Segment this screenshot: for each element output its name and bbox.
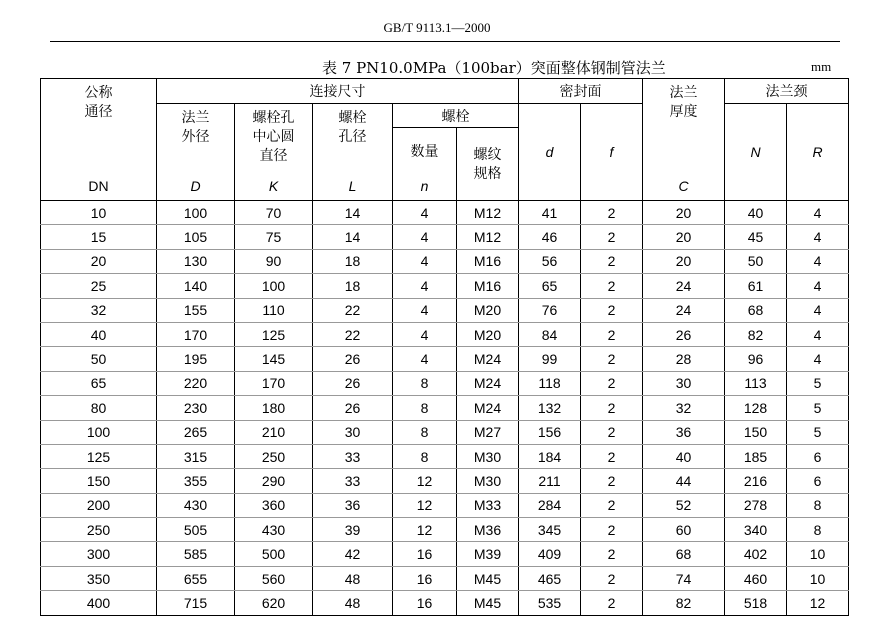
header-K: [235, 104, 313, 201]
table-title: 表 7 PN10.0MPa（100bar）突面整体钢制管法兰: [322, 59, 666, 77]
header-N-symbol: N: [750, 144, 761, 160]
cell-N: 113: [725, 371, 787, 395]
table-row: [41, 518, 849, 542]
header-dn-line-1: 公称: [84, 84, 113, 100]
cell-dn: 400: [41, 591, 157, 615]
cell-f: 2: [581, 518, 643, 542]
cell-D: 100: [157, 201, 235, 225]
header-thread: [457, 128, 519, 201]
cell-thread: M24: [457, 396, 519, 420]
cell-K: 90: [235, 249, 313, 273]
header-n-line-1: 数量: [410, 143, 439, 159]
cell-n: 12: [393, 469, 457, 493]
cell-C: 20: [643, 225, 725, 249]
cell-K: 430: [235, 518, 313, 542]
header-bolt: 螺栓: [393, 104, 519, 128]
table-row: [41, 322, 849, 346]
cell-thread: M30: [457, 444, 519, 468]
cell-K: 620: [235, 591, 313, 615]
cell-n: 4: [393, 298, 457, 322]
cell-C: 36: [643, 420, 725, 444]
cell-R: 4: [787, 274, 849, 298]
table-row: [41, 274, 849, 298]
cell-d: 56: [519, 249, 581, 273]
cell-L: 26: [313, 371, 393, 395]
cell-K: 110: [235, 298, 313, 322]
cell-C: 44: [643, 469, 725, 493]
cell-f: 2: [581, 493, 643, 517]
cell-D: 105: [157, 225, 235, 249]
cell-C: 74: [643, 566, 725, 590]
header-dn-symbol: DN: [88, 178, 109, 194]
table-row: [41, 371, 849, 395]
cell-L: 22: [313, 322, 393, 346]
cell-n: 16: [393, 566, 457, 590]
cell-D: 505: [157, 518, 235, 542]
table-row: [41, 225, 849, 249]
cell-thread: M16: [457, 274, 519, 298]
cell-L: 14: [313, 201, 393, 225]
cell-f: 2: [581, 225, 643, 249]
cell-dn: 32: [41, 298, 157, 322]
cell-D: 655: [157, 566, 235, 590]
cell-R: 4: [787, 201, 849, 225]
header-thickness: [643, 79, 725, 201]
cell-thread: M20: [457, 322, 519, 346]
header-D-line-2: 外径: [181, 128, 210, 144]
cell-n: 8: [393, 396, 457, 420]
cell-dn: 125: [41, 444, 157, 468]
cell-n: 16: [393, 542, 457, 566]
cell-R: 10: [787, 566, 849, 590]
cell-d: 465: [519, 566, 581, 590]
cell-K: 100: [235, 274, 313, 298]
cell-N: 61: [725, 274, 787, 298]
cell-K: 145: [235, 347, 313, 371]
cell-d: 184: [519, 444, 581, 468]
cell-C: 60: [643, 518, 725, 542]
header-D-line-1: 法兰: [181, 109, 210, 125]
cell-f: 2: [581, 298, 643, 322]
cell-dn: 200: [41, 493, 157, 517]
cell-d: 132: [519, 396, 581, 420]
cell-f: 2: [581, 566, 643, 590]
cell-d: 211: [519, 469, 581, 493]
cell-f: 2: [581, 322, 643, 346]
cell-R: 10: [787, 542, 849, 566]
header-d-symbol: d: [545, 144, 554, 160]
cell-N: 150: [725, 420, 787, 444]
cell-L: 18: [313, 249, 393, 273]
cell-R: 6: [787, 469, 849, 493]
header-f: [581, 104, 643, 201]
cell-L: 18: [313, 274, 393, 298]
cell-d: 156: [519, 420, 581, 444]
cell-D: 355: [157, 469, 235, 493]
cell-dn: 20: [41, 249, 157, 273]
cell-K: 290: [235, 469, 313, 493]
cell-C: 30: [643, 371, 725, 395]
cell-d: 99: [519, 347, 581, 371]
cell-dn: 25: [41, 274, 157, 298]
cell-thread: M39: [457, 542, 519, 566]
cell-f: 2: [581, 371, 643, 395]
cell-C: 52: [643, 493, 725, 517]
header-thread-line-2: 规格: [473, 165, 502, 181]
cell-R: 4: [787, 322, 849, 346]
header-L-line-1: 螺栓: [338, 109, 367, 125]
header-D: [157, 104, 235, 201]
cell-N: 82: [725, 322, 787, 346]
cell-dn: 80: [41, 396, 157, 420]
cell-K: 75: [235, 225, 313, 249]
cell-K: 70: [235, 201, 313, 225]
header-R-symbol: R: [812, 144, 823, 160]
cell-K: 125: [235, 322, 313, 346]
cell-thread: M36: [457, 518, 519, 542]
cell-n: 16: [393, 591, 457, 615]
cell-L: 22: [313, 298, 393, 322]
cell-N: 50: [725, 249, 787, 273]
cell-d: 345: [519, 518, 581, 542]
cell-C: 26: [643, 322, 725, 346]
cell-n: 8: [393, 371, 457, 395]
header-R: [787, 104, 849, 201]
cell-thread: M24: [457, 371, 519, 395]
table-row: [41, 444, 849, 468]
cell-R: 4: [787, 347, 849, 371]
cell-dn: 250: [41, 518, 157, 542]
cell-n: 8: [393, 444, 457, 468]
cell-n: 4: [393, 201, 457, 225]
cell-R: 6: [787, 444, 849, 468]
cell-n: 4: [393, 225, 457, 249]
cell-f: 2: [581, 542, 643, 566]
cell-f: 2: [581, 249, 643, 273]
cell-N: 216: [725, 469, 787, 493]
header-sealing: 密封面: [519, 79, 643, 104]
cell-thread: M45: [457, 591, 519, 615]
cell-L: 33: [313, 469, 393, 493]
cell-N: 185: [725, 444, 787, 468]
cell-thread: M12: [457, 201, 519, 225]
header-n-symbol: n: [420, 178, 429, 194]
cell-dn: 10: [41, 201, 157, 225]
table-row: [41, 542, 849, 566]
cell-D: 585: [157, 542, 235, 566]
cell-R: 4: [787, 249, 849, 273]
header-n: [393, 128, 457, 201]
cell-K: 500: [235, 542, 313, 566]
cell-dn: 150: [41, 469, 157, 493]
header-thickness-line-1: 法兰: [669, 84, 698, 100]
cell-D: 265: [157, 420, 235, 444]
cell-R: 5: [787, 371, 849, 395]
header-d: [519, 104, 581, 201]
table-row: [41, 469, 849, 493]
table-row: [41, 566, 849, 590]
cell-f: 2: [581, 201, 643, 225]
header-K-line-3: 直径: [259, 147, 288, 163]
cell-C: 20: [643, 249, 725, 273]
cell-L: 14: [313, 225, 393, 249]
cell-d: 65: [519, 274, 581, 298]
header-dn: [41, 79, 157, 201]
cell-d: 46: [519, 225, 581, 249]
table-row: [41, 347, 849, 371]
table-row: [41, 493, 849, 517]
header-D-symbol: D: [190, 178, 201, 194]
cell-N: 460: [725, 566, 787, 590]
cell-n: 12: [393, 493, 457, 517]
cell-thread: M33: [457, 493, 519, 517]
header-f-symbol: f: [609, 144, 614, 160]
cell-D: 715: [157, 591, 235, 615]
cell-thread: M20: [457, 298, 519, 322]
table-row: [41, 249, 849, 273]
cell-thread: M45: [457, 566, 519, 590]
header-thickness-symbol: C: [678, 178, 689, 194]
cell-C: 40: [643, 444, 725, 468]
table-row: [41, 591, 849, 615]
cell-R: 12: [787, 591, 849, 615]
cell-L: 42: [313, 542, 393, 566]
cell-C: 20: [643, 201, 725, 225]
cell-R: 4: [787, 225, 849, 249]
header-rule: [50, 41, 840, 42]
cell-K: 560: [235, 566, 313, 590]
table-body: [41, 201, 849, 616]
cell-K: 170: [235, 371, 313, 395]
cell-f: 2: [581, 347, 643, 371]
cell-f: 2: [581, 591, 643, 615]
cell-D: 430: [157, 493, 235, 517]
table-row: [41, 201, 849, 225]
cell-L: 48: [313, 591, 393, 615]
cell-L: 30: [313, 420, 393, 444]
cell-n: 4: [393, 249, 457, 273]
header-L: [313, 104, 393, 201]
cell-N: 340: [725, 518, 787, 542]
cell-dn: 300: [41, 542, 157, 566]
cell-D: 140: [157, 274, 235, 298]
cell-N: 402: [725, 542, 787, 566]
header-neck: 法兰颈: [725, 79, 849, 104]
cell-dn: 15: [41, 225, 157, 249]
cell-D: 315: [157, 444, 235, 468]
cell-dn: 350: [41, 566, 157, 590]
cell-L: 26: [313, 396, 393, 420]
cell-d: 76: [519, 298, 581, 322]
cell-L: 39: [313, 518, 393, 542]
cell-f: 2: [581, 274, 643, 298]
cell-f: 2: [581, 444, 643, 468]
cell-d: 284: [519, 493, 581, 517]
cell-n: 4: [393, 322, 457, 346]
cell-D: 220: [157, 371, 235, 395]
header-dn-line-2: 通径: [84, 103, 113, 119]
cell-dn: 40: [41, 322, 157, 346]
cell-thread: M12: [457, 225, 519, 249]
standard-number: GB/T 9113.1—2000: [383, 20, 491, 35]
cell-C: 24: [643, 298, 725, 322]
cell-N: 128: [725, 396, 787, 420]
cell-D: 195: [157, 347, 235, 371]
cell-thread: M16: [457, 249, 519, 273]
cell-d: 535: [519, 591, 581, 615]
header-L-line-2: 孔径: [338, 128, 367, 144]
header-K-line-2: 中心圆: [252, 128, 295, 144]
cell-d: 409: [519, 542, 581, 566]
cell-n: 12: [393, 518, 457, 542]
cell-R: 5: [787, 396, 849, 420]
cell-K: 360: [235, 493, 313, 517]
cell-C: 82: [643, 591, 725, 615]
cell-C: 28: [643, 347, 725, 371]
cell-N: 68: [725, 298, 787, 322]
table-row: [41, 396, 849, 420]
cell-K: 250: [235, 444, 313, 468]
cell-d: 84: [519, 322, 581, 346]
cell-d: 41: [519, 201, 581, 225]
cell-f: 2: [581, 469, 643, 493]
table-caption: [0, 57, 874, 75]
header-thread-line-1: 螺纹: [473, 146, 502, 162]
header-K-line-1: 螺栓孔: [252, 109, 295, 125]
table-row: [41, 298, 849, 322]
cell-n: 8: [393, 420, 457, 444]
cell-D: 130: [157, 249, 235, 273]
cell-d: 118: [519, 371, 581, 395]
cell-D: 155: [157, 298, 235, 322]
cell-L: 33: [313, 444, 393, 468]
header-N: [725, 104, 787, 201]
cell-dn: 50: [41, 347, 157, 371]
cell-D: 170: [157, 322, 235, 346]
cell-n: 4: [393, 347, 457, 371]
header-connection: 连接尺寸: [157, 79, 519, 104]
cell-thread: M24: [457, 347, 519, 371]
header-thickness-line-2: 厚度: [669, 103, 698, 119]
cell-R: 5: [787, 420, 849, 444]
cell-N: 96: [725, 347, 787, 371]
cell-thread: M27: [457, 420, 519, 444]
cell-N: 45: [725, 225, 787, 249]
header-K-symbol: K: [268, 178, 279, 194]
cell-C: 32: [643, 396, 725, 420]
cell-n: 4: [393, 274, 457, 298]
cell-f: 2: [581, 396, 643, 420]
cell-dn: 100: [41, 420, 157, 444]
table-row: [41, 420, 849, 444]
cell-L: 26: [313, 347, 393, 371]
cell-D: 230: [157, 396, 235, 420]
cell-K: 180: [235, 396, 313, 420]
cell-C: 24: [643, 274, 725, 298]
cell-R: 8: [787, 493, 849, 517]
flange-dimension-table: [40, 78, 849, 616]
cell-R: 8: [787, 518, 849, 542]
cell-N: 278: [725, 493, 787, 517]
cell-C: 68: [643, 542, 725, 566]
cell-K: 210: [235, 420, 313, 444]
header-L-symbol: L: [348, 178, 357, 194]
cell-L: 48: [313, 566, 393, 590]
cell-R: 4: [787, 298, 849, 322]
cell-L: 36: [313, 493, 393, 517]
cell-N: 40: [725, 201, 787, 225]
cell-f: 2: [581, 420, 643, 444]
unit-label: mm: [811, 59, 832, 74]
cell-thread: M30: [457, 469, 519, 493]
cell-dn: 65: [41, 371, 157, 395]
cell-N: 518: [725, 591, 787, 615]
